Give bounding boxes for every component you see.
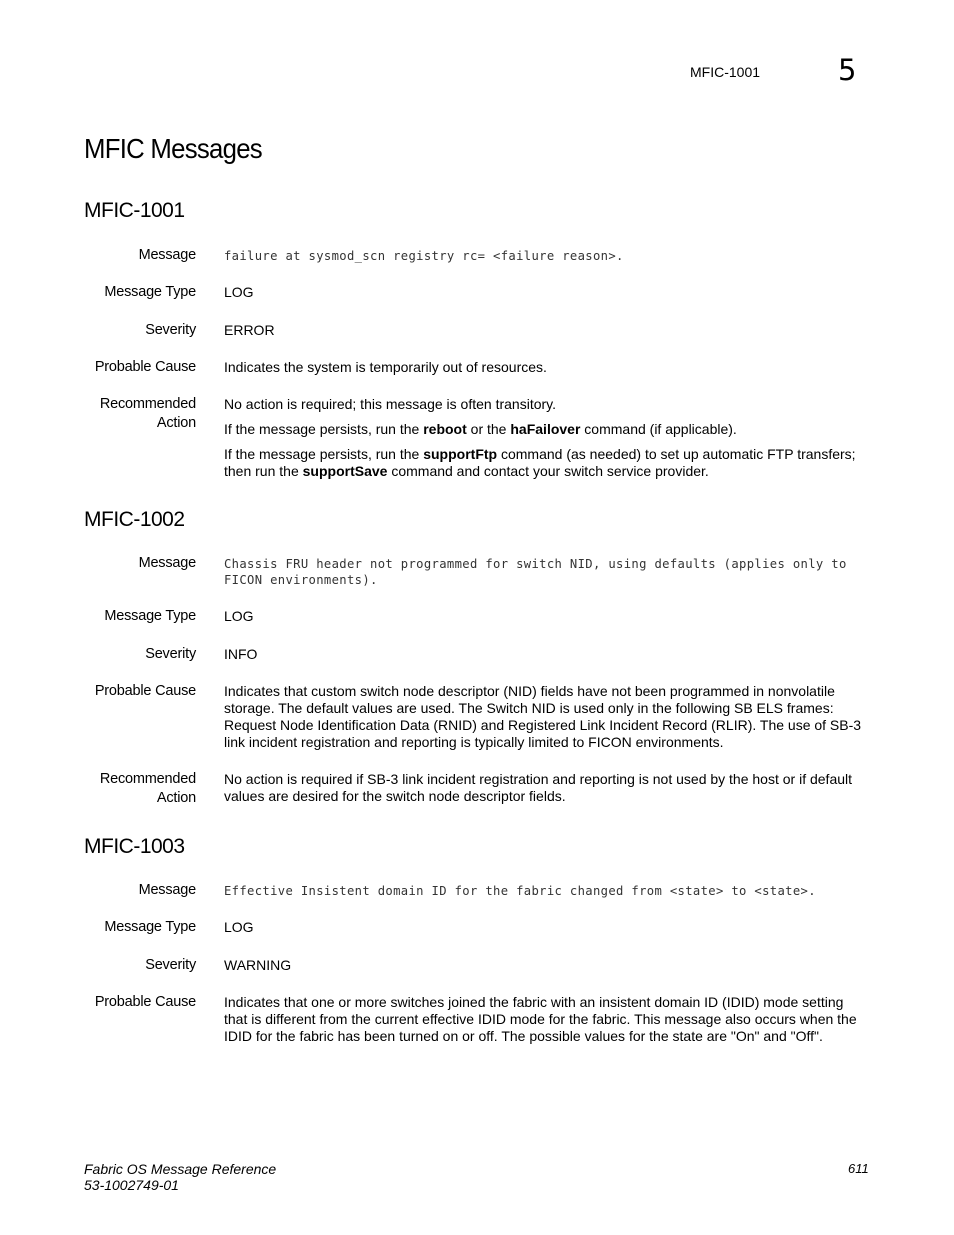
message-label: Message — [138, 555, 196, 571]
message-type-label: Message Type — [104, 608, 196, 624]
message-heading-mfic-1002: MFIC-1002 — [84, 508, 185, 531]
message-type-label: Message Type — [104, 919, 196, 935]
command-name: supportSave — [302, 463, 388, 479]
recommended-label-line2: Action — [156, 415, 196, 431]
recommended-action-label — [56, 770, 196, 808]
message-heading-mfic-1001: MFIC-1001 — [84, 199, 185, 222]
severity-value: WARNING — [224, 957, 292, 973]
message-type-value: LOG — [224, 284, 254, 300]
message-heading-mfic-1003: MFIC-1003 — [84, 835, 185, 858]
command-name: haFailover — [510, 421, 581, 437]
action-paragraph: If the message persists, run the supportFtp command (as needed) to set up automatic FTP transfers; then run the supportSave command and contact your switch service provider. — [224, 446, 856, 479]
chapter-number: 5 — [838, 53, 857, 87]
probable-cause-text: Indicates that one or more switches joined the fabric with an insistent domain ID (IDID) mode setting that is different from the current effective IDID mode for the fabric. This message also occurs when the IDID for the fabric has been turned on or off. The possible values for the state are "On" and "Off". — [224, 994, 857, 1044]
recommended-label-line2: Action — [156, 790, 196, 806]
command-name: supportFtp — [423, 446, 498, 462]
recommended-action-label — [56, 395, 196, 433]
severity-label: Severity — [145, 646, 196, 662]
message-label: Message — [138, 247, 196, 263]
message-text: Chassis FRU header not programmed for switch NID, using defaults (applies only to FICON environments). — [224, 557, 847, 587]
recommended-action-text — [224, 396, 869, 480]
message-type-label: Message Type — [104, 284, 196, 300]
action-paragraph: No action is required; this message is often transitory. — [224, 396, 557, 412]
action-paragraph: If the message persists, run the reboot or the haFailover command (if applicable). — [224, 421, 737, 437]
command-name: reboot — [423, 421, 467, 437]
running-header-section: MFIC-1001 — [690, 64, 761, 80]
message-type-value: LOG — [224, 919, 254, 935]
severity-label: Severity — [145, 322, 196, 338]
page-title: MFIC Messages — [84, 133, 262, 164]
message-text: failure at sysmod_scn registry rc= <failure reason>. — [224, 249, 624, 263]
message-label: Message — [138, 882, 196, 898]
footer-doc-number: 53-1002749-01 — [84, 1177, 179, 1193]
severity-label: Severity — [145, 957, 196, 973]
message-type-value: LOG — [224, 608, 254, 624]
message-text: Effective Insistent domain ID for the fabric changed from <state> to <state>. — [224, 884, 816, 898]
probable-cause-text: Indicates the system is temporarily out of resources. — [224, 359, 547, 375]
footer-doc-title: Fabric OS Message Reference — [84, 1161, 277, 1177]
probable-cause-label: Probable Cause — [94, 683, 196, 699]
recommended-action-text: No action is required if SB-3 link incident registration and reporting is not used by the host or if default values are desired for the switch node descriptor fields. — [224, 771, 853, 804]
probable-cause-label: Probable Cause — [94, 359, 196, 375]
severity-value: INFO — [224, 646, 258, 662]
probable-cause-text: Indicates that custom switch node descriptor (NID) fields have not been programmed in nonvolatile storage. The default values are used. The Switch NID is used only in the following SB ELS frames: Request Node Identification Data (RNID) and Registered Link Incident Record (RLIR). The use of SB-3 link incident registration and reporting is typically limited to FICON environments. — [224, 683, 862, 750]
recommended-label-line1: Recommended — [99, 771, 196, 787]
severity-value: ERROR — [224, 322, 275, 338]
footer-document — [84, 1161, 276, 1193]
probable-cause-label: Probable Cause — [94, 994, 196, 1010]
footer-page-number: 611 — [848, 1161, 869, 1176]
recommended-label-line1: Recommended — [99, 396, 196, 412]
